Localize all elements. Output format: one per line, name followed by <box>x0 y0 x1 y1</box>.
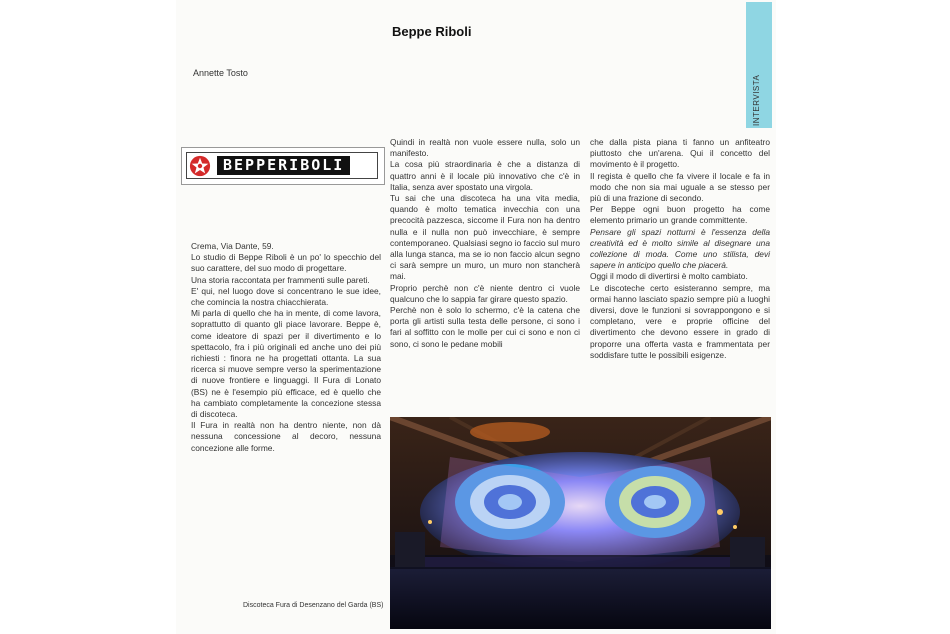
paragraph: Crema, Via Dante, 59. <box>191 241 274 251</box>
paragraph: Tu sai che una discoteca ha una vita media, quando è molto tematica invecchia con una precocità pazzesca, siccome il Fura non ha dentro nulla e il nulla non può invecchiare, è sempre contemporaneo. Qualsiasi segno io faccio sul muro alla lunga stanca, ma se io non faccio alcun segno ci sarà sempre un muro, un muro non stancherà mai. <box>390 193 580 282</box>
paragraph: Per Beppe ogni buon progetto ha come elemento primario un grande committente. <box>590 204 770 226</box>
logo-wordmark: BEPPERIBOLI <box>217 156 350 175</box>
text-column-1 <box>191 241 381 454</box>
section-tab-label: INTERVISTA <box>752 74 761 126</box>
paragraph: Oggi il modo di divertirsi è molto cambiato. <box>590 271 748 282</box>
paragraph: Il Fura in realtà non ha dentro niente, non dà nessuna concessione al decoro, nessuna concezione alle forme. <box>191 420 381 453</box>
paragraph-quote: Pensare gli spazi notturni è l'essenza della creatività ed è molto simile al disegnare una collezione di moda. Come uno stilista, devi sapere in anticipo quello che piacerà. <box>590 226 770 271</box>
logo-box <box>181 147 385 185</box>
paragraph: Una storia raccontata per frammenti sulle pareti. <box>191 274 370 285</box>
text-column-2 <box>390 137 580 350</box>
article-title: Beppe Riboli <box>392 24 472 39</box>
discotheque-photo <box>390 417 771 629</box>
logo <box>186 152 378 179</box>
photo-image <box>390 417 771 629</box>
paragraph: Quindi in realtà non vuole essere nulla, solo un manifesto. <box>390 137 580 159</box>
article-author: Annette Tosto <box>193 68 248 78</box>
paragraph: Le discoteche certo esisteranno sempre, ma ormai hanno lasciato spazio sempre più a luoghi diversi, dove le funzioni si sovrappongono e si completano, vere e proprie officine del divertimento che devono essere in grado di proporre una offerta vasta e frammentata per soddisfare tutte le possibili esigenze. <box>590 282 770 360</box>
star-icon <box>189 155 211 177</box>
paragraph: Mi parla di quello che ha in mente, di come lavora, soprattutto di quanto gli piace lavorare. Beppe è, come ideatore di spazi per il divertimento e lo spettacolo, fra i più originali ed anche uno dei più richiesti : finora ne ha progettati ottanta. La sua ricerca si muove sempre verso la sperimentazione di nuove frontiere e linguaggi. Il Fura di Lonato (BS) ne è l'esempio più efficace, ed è quello che ha cambiato completamente la concezione stessa di discoteca. <box>191 308 381 420</box>
paragraph: E' qui, nel luogo dove si concentrano le sue idee, che comincia la nostra chiacchierata. <box>191 285 381 308</box>
paragraph: Perchè non è solo lo schermo, c'è la catena che porta gli artisti sulla testa delle persone, ci sono i fari al soffitto con le molle per cui ci sono e non ci sono, ci sono le pedane mobili <box>390 305 580 349</box>
text-column-3 <box>590 137 770 361</box>
paragraph: che dalla pista piana ti fanno un anfiteatro piuttosto che un'arena. Qui il concetto del movimento è il progetto. <box>590 137 770 170</box>
paragraph: Proprio perchè non c'è niente dentro ci vuole qualcuno che lo sappia far girare questo spazio. <box>390 282 580 304</box>
paragraph: Lo studio di Beppe Riboli è un po' lo specchio del suo carattere, del suo modo di progettare. <box>191 252 381 274</box>
paragraph: Il regista è quello che fa vivere il locale e fa in modo che non sia mai uguale a se stesso per più di una frazione di secondo. <box>590 170 770 204</box>
photo-caption: Discoteca Fura di Desenzano del Garda (BS) <box>243 602 384 609</box>
paragraph: La cosa più straordinaria è che a distanza di quattro anni è il locale più innovativo che c'è in Italia, senza aver spostato una virgola. <box>390 159 580 192</box>
